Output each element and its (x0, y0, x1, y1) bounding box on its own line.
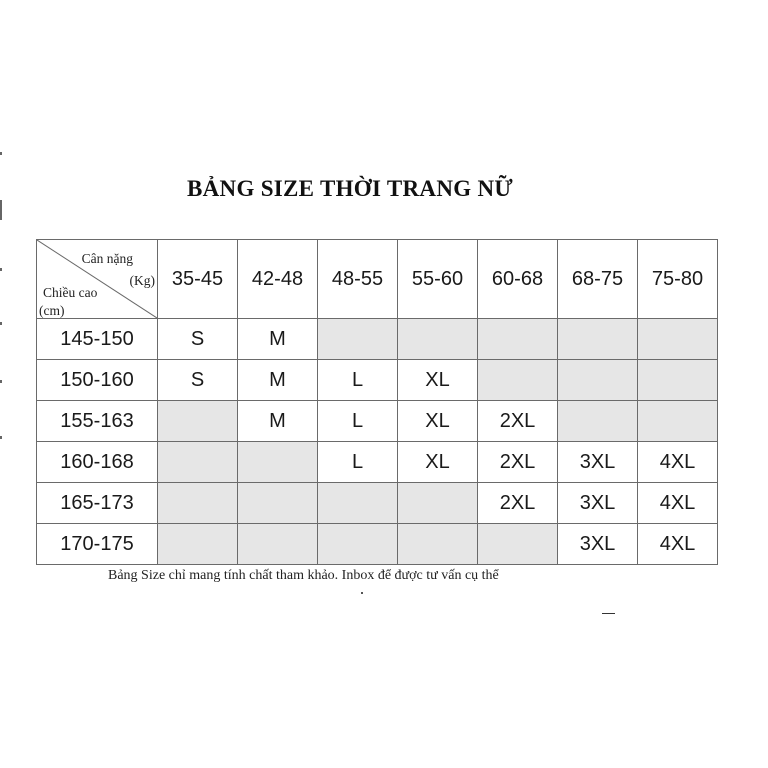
edge-mark (0, 322, 2, 325)
empty-size-cell (478, 524, 558, 565)
table-row (37, 319, 718, 360)
edge-mark (0, 436, 2, 439)
table-row (37, 442, 718, 483)
size-cell: L (318, 401, 398, 442)
empty-size-cell (238, 483, 318, 524)
table-row (37, 401, 718, 442)
edge-mark (0, 152, 2, 155)
empty-size-cell (638, 319, 718, 360)
table-row (37, 360, 718, 401)
reference-note: Bảng Size chỉ mang tính chất tham khảo. Inbox để được tư vấn cụ thể (108, 568, 499, 583)
height-unit-label: (cm) (39, 303, 65, 318)
empty-size-cell (398, 524, 478, 565)
empty-size-cell (158, 524, 238, 565)
size-cell: S (158, 360, 238, 401)
size-cell: M (238, 319, 318, 360)
size-cell: L (318, 360, 398, 401)
size-cell: M (238, 360, 318, 401)
empty-size-cell (638, 401, 718, 442)
height-range-cell: 155-163 (37, 401, 158, 442)
size-cell: M (238, 401, 318, 442)
size-cell: XL (398, 360, 478, 401)
table-row (37, 524, 718, 565)
empty-size-cell (318, 524, 398, 565)
table-header-row (37, 240, 718, 319)
height-range-cell: 165-173 (37, 483, 158, 524)
size-cell: S (158, 319, 238, 360)
size-cell: XL (398, 442, 478, 483)
size-cell: 2XL (478, 442, 558, 483)
empty-size-cell (318, 483, 398, 524)
edge-mark (0, 268, 2, 271)
page-title: BẢNG SIZE THỜI TRANG NỮ (187, 176, 513, 201)
weight-range-header: 55-60 (398, 240, 478, 319)
size-cell: L (318, 442, 398, 483)
weight-range-header: 68-75 (558, 240, 638, 319)
empty-size-cell (558, 401, 638, 442)
size-cell: 4XL (638, 524, 718, 565)
weight-range-header: 42-48 (238, 240, 318, 319)
stray-dash (602, 613, 615, 614)
empty-size-cell (318, 319, 398, 360)
size-chart-table (36, 239, 718, 565)
size-cell: 3XL (558, 524, 638, 565)
size-cell: 3XL (558, 442, 638, 483)
size-cell: 2XL (478, 401, 558, 442)
table-row (37, 483, 718, 524)
empty-size-cell (158, 483, 238, 524)
weight-range-header: 35-45 (158, 240, 238, 319)
empty-size-cell (558, 360, 638, 401)
weight-axis-label: Cân nặng (81, 251, 133, 266)
empty-size-cell (158, 401, 238, 442)
height-axis-label: Chiều cao (43, 285, 98, 300)
weight-range-header: 48-55 (318, 240, 398, 319)
size-cell: 2XL (478, 483, 558, 524)
weight-range-header: 60-68 (478, 240, 558, 319)
weight-unit-label: (Kg) (129, 273, 155, 288)
empty-size-cell (398, 319, 478, 360)
empty-size-cell (558, 319, 638, 360)
empty-size-cell (638, 360, 718, 401)
edge-mark (0, 380, 2, 383)
empty-size-cell (238, 442, 318, 483)
empty-size-cell (238, 524, 318, 565)
weight-range-header: 75-80 (638, 240, 718, 319)
size-cell: 4XL (638, 442, 718, 483)
size-cell: XL (398, 401, 478, 442)
height-range-cell: 145-150 (37, 319, 158, 360)
height-range-cell: 170-175 (37, 524, 158, 565)
empty-size-cell (478, 319, 558, 360)
corner-header-cell (37, 240, 158, 319)
empty-size-cell (478, 360, 558, 401)
empty-size-cell (158, 442, 238, 483)
edge-mark (0, 200, 2, 220)
size-cell: 4XL (638, 483, 718, 524)
height-range-cell: 150-160 (37, 360, 158, 401)
empty-size-cell (398, 483, 478, 524)
stray-dot (361, 592, 363, 594)
height-range-cell: 160-168 (37, 442, 158, 483)
size-cell: 3XL (558, 483, 638, 524)
